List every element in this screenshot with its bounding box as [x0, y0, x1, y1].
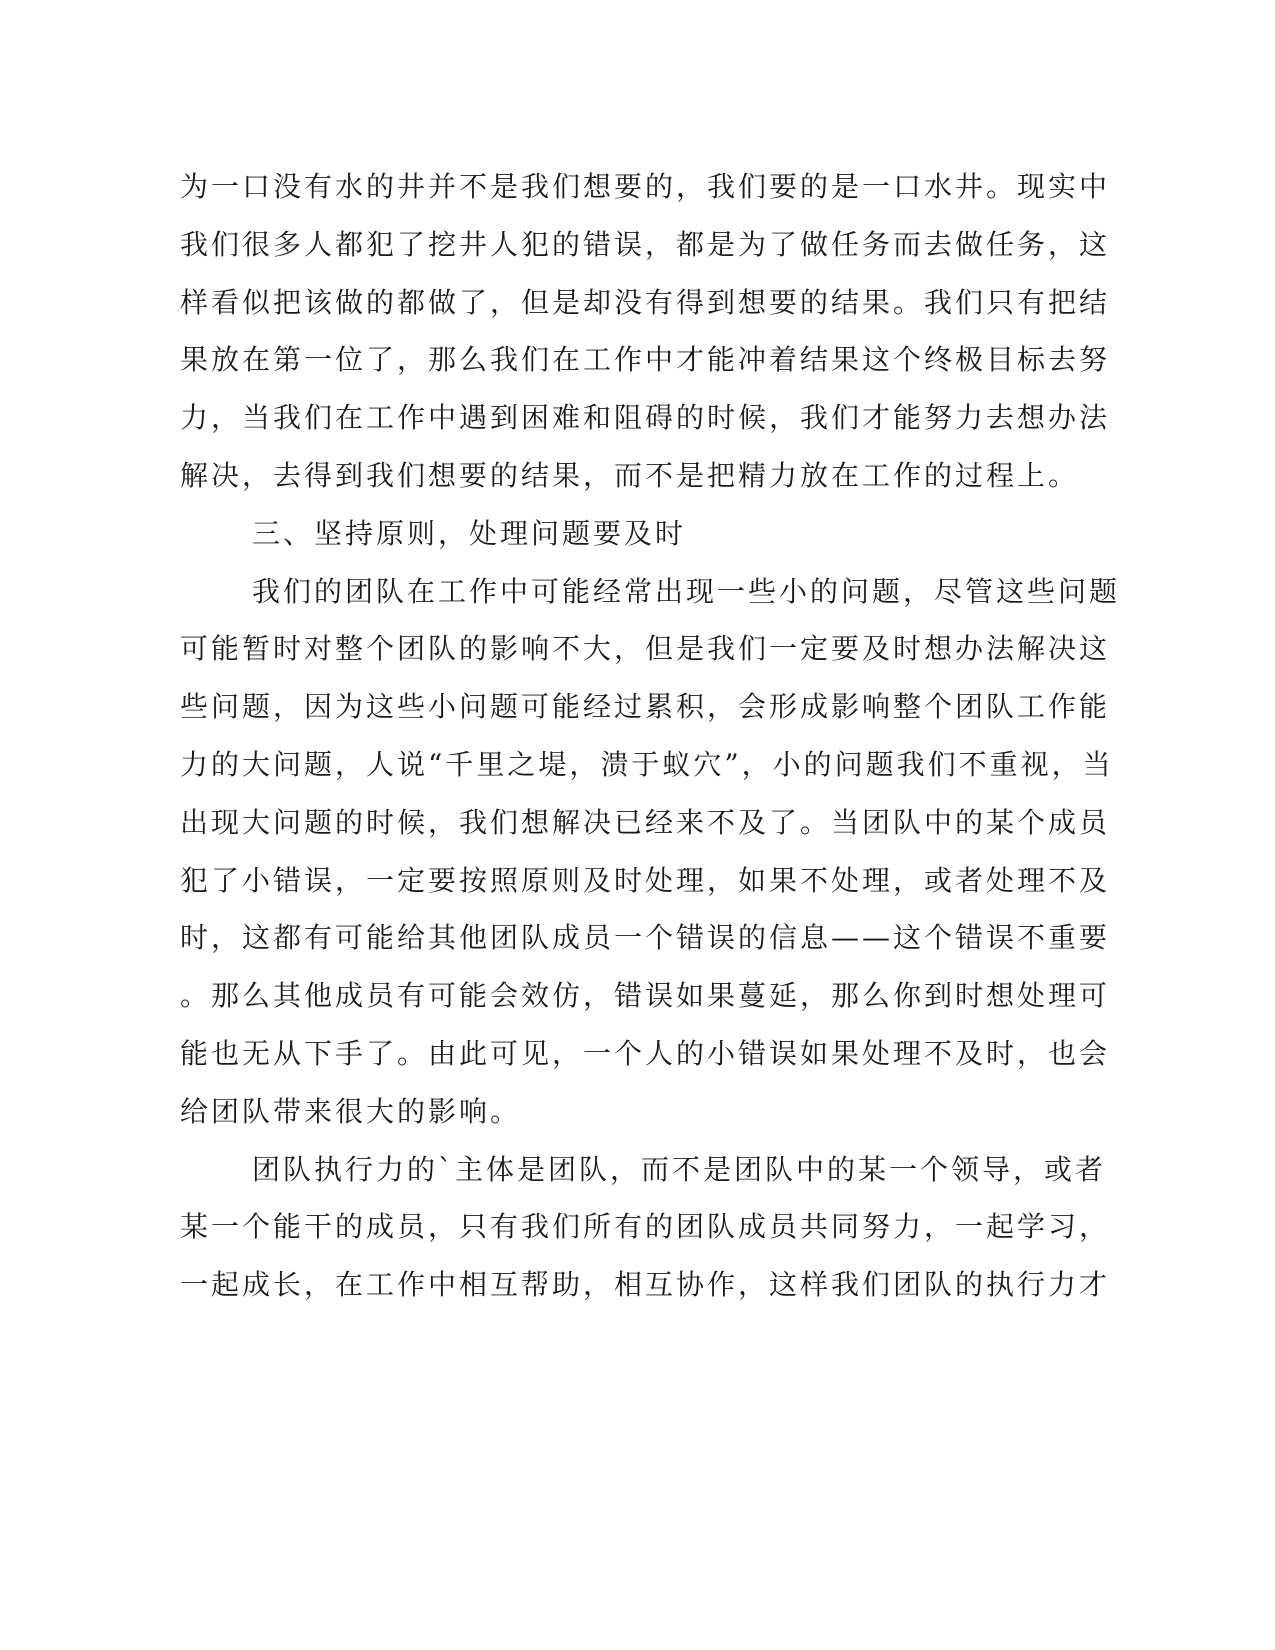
- paragraph-start-line: 我们的团队在工作中可能经常出现一些小的问题，尽管这些问题: [252, 574, 1121, 608]
- paragraph-start-line: 团队执行力的`主体是团队，而不是团队中的某一个领导，或者: [252, 1152, 1107, 1186]
- text-line: 样看似把该做的都做了，但是却没有得到想要的结果。我们只有把结: [180, 285, 1111, 319]
- text-line: 为一口没有水的井并不是我们想要的，我们要的是一口水井。现实中: [180, 170, 1111, 203]
- text-line: 可能暂时对整个团队的影响不大，但是我们一定要及时想办法解决这: [180, 632, 1111, 666]
- text-line: 我们很多人都犯了挖井人犯的错误，都是为了做任务而去做任务，这: [180, 227, 1111, 261]
- text-line: 出现大问题的时候，我们想解决已经来不及了。当团队中的某个成员: [180, 805, 1111, 839]
- text-line: 力，当我们在工作中遇到困难和阻碍的时候，我们才能努力去想办法: [180, 401, 1111, 435]
- text-line: 某一个能干的成员，只有我们所有的团队成员共同努力，一起学习，: [180, 1210, 1111, 1244]
- paragraph-start-line: 三、坚持原则，处理问题要及时: [252, 516, 687, 550]
- text-line: 果放在第一位了，那么我们在工作中才能冲着结果这个终极目标去努: [180, 343, 1111, 377]
- text-line: 犯了小错误，一定要按照原则及时处理，如果不处理，或者处理不及: [180, 863, 1111, 897]
- text-line: 些问题，因为这些小问题可能经过累积，会形成影响整个团队工作能: [180, 690, 1111, 724]
- text-line: 一起成长，在工作中相互帮助，相互协作，这样我们团队的执行力才: [180, 1268, 1111, 1302]
- text-line: 给团队带来很大的影响。: [180, 1094, 522, 1128]
- text-line: 。那么其他成员有可能会效仿，错误如果蔓延，那么你到时想处理可: [180, 979, 1111, 1013]
- text-line: 能也无从下手了。由此可见，一个人的小错误如果处理不及时，也会: [180, 1036, 1111, 1070]
- text-line: 时，这都有可能给其他团队成员一个错误的信息——这个错误不重要: [180, 921, 1111, 955]
- text-line: 解决，去得到我们想要的结果，而不是把精力放在工作的过程上。: [180, 458, 1080, 492]
- body-text: [180, 158, 1121, 1314]
- text-line: 力的大问题，人说“千里之堤，溃于蚁穴”，小的问题我们不重视，当: [180, 747, 1114, 781]
